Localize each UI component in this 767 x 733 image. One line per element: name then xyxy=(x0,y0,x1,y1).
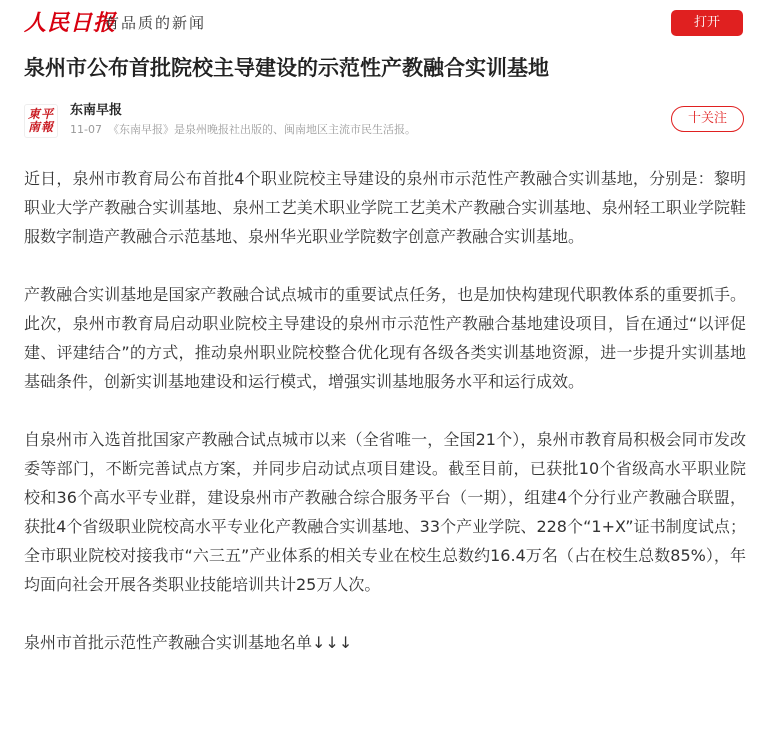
author-avatar[interactable] xyxy=(24,104,58,138)
avatar-line-1: 東平 xyxy=(27,107,54,121)
top-bar xyxy=(0,0,767,46)
paragraph: 自泉州市入选首批国家产教融合试点城市以来（全省唯一，全国21个），泉州市教育局积极会同市发改委等部门，不断完善试点方案，并同步启动试点项目建设。截至目前，已获批10个省级高水平职业院校和36个高水平专业群，建设泉州市产教融合综合服务平台（一期），组建4个分行业产教融合联盟，获批4个省级职业院校高水平专业化产教融合实训基地、33个产业学院、228个“1+X”证书制度试点；全市职业院校对接我市“六三五”产业体系的相关专业在校生总数约16.4万名（占在校生总数85%），年均面向社会开展各类职业技能培训共计25万人次。 xyxy=(24,430,746,594)
avatar-line-2: 南報 xyxy=(27,120,54,134)
article-title: 泉州市公布首批院校主导建设的示范性产教融合实训基地 xyxy=(24,56,549,80)
paragraph: 近日，泉州市教育局公布首批4个职业院校主导建设的泉州市示范性产教融合实训基地，分别是：黎明职业大学产教融合实训基地、泉州工艺美术职业学院工艺美术产教融合实训基地、泉州轻工职业学院鞋服数字制造产教融合示范基地、泉州华光职业学院数字创意产教融合实训基地。 xyxy=(24,169,746,246)
article-body xyxy=(24,164,746,686)
paragraph: 泉州市首批示范性产教融合实训基地名单↓↓↓ xyxy=(24,633,353,652)
author-description: 《东南早报》是泉州晚报社出版的、闽南地区主流市民生活报。 xyxy=(107,123,416,136)
follow-button[interactable]: 十关注 xyxy=(671,106,744,132)
author-meta xyxy=(70,123,416,137)
brand-logo[interactable]: 人民日报 xyxy=(24,10,117,36)
author-name[interactable]: 东南早报 xyxy=(70,103,123,118)
open-app-button[interactable]: 打开 xyxy=(671,10,743,36)
paragraph: 产教融合实训基地是国家产教融合试点城市的重要试点任务，也是加快构建现代职教体系的重要抓手。此次，泉州市教育局启动职业院校主导建设的泉州市示范性产教融合基地建设项目，旨在通过“以评促建、评建结合”的方式，推动泉州职业院校整合优化现有各级各类实训基地资源，进一步提升实训基地基础条件，创新实训基地建设和运行模式，增强实训基地服务水平和运行成效。 xyxy=(24,285,746,391)
brand-slogan: 有品质的新闻 xyxy=(104,14,207,32)
author-row xyxy=(24,103,744,139)
publish-date: 11-07 xyxy=(70,123,102,136)
